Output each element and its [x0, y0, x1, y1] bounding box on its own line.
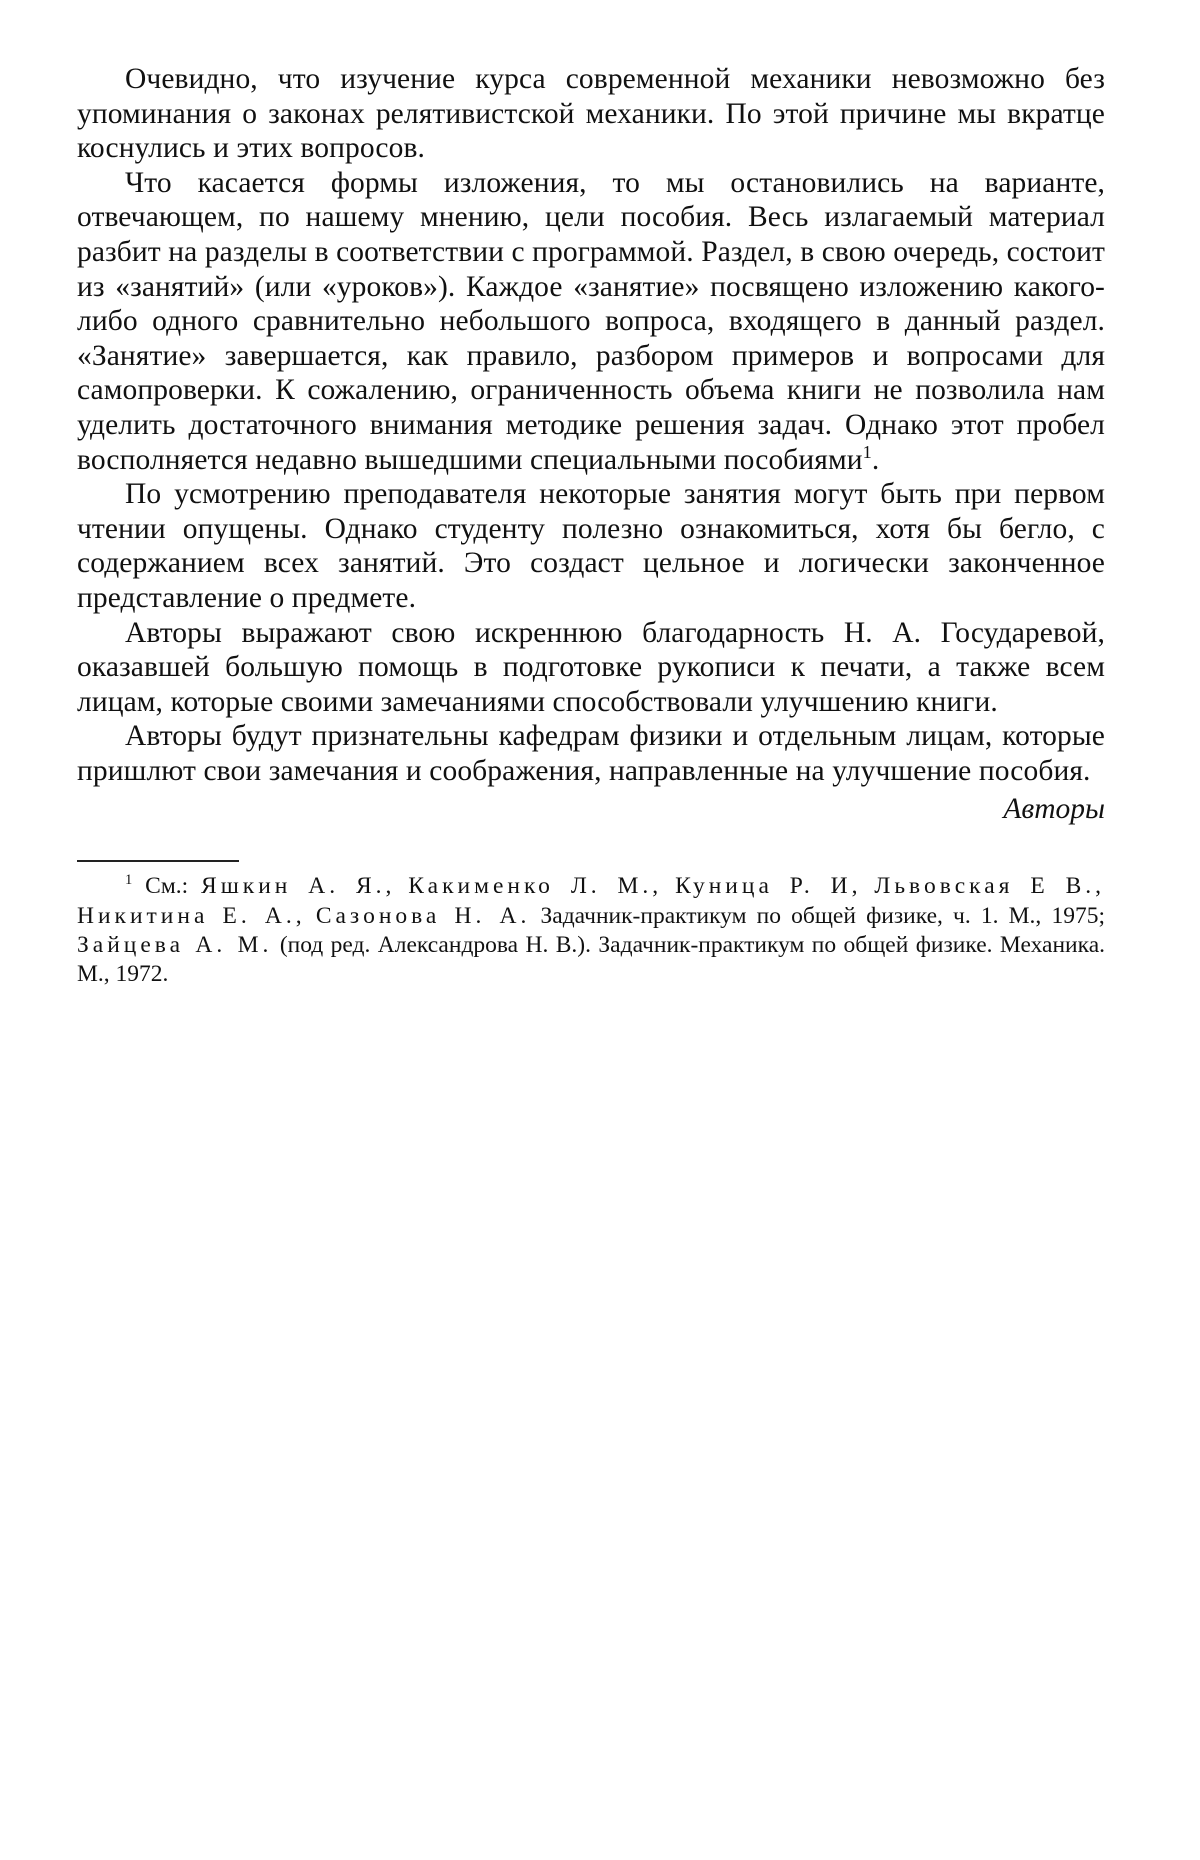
footnote-marker: 1 — [125, 872, 133, 889]
footnote-author: Зайцева А. М. — [77, 931, 273, 958]
preface-body — [77, 62, 1105, 788]
page — [77, 62, 1105, 989]
paragraph-2-end: . — [871, 443, 880, 476]
footnote-divider — [77, 860, 239, 862]
paragraph-2-text: Что касается формы изложения, то мы остановились на варианте, отвечающем, по нашему мнению, цели пособия. Весь излагаемый материал разбит на разделы в соответствии с программой. Раздел, в свою очередь, состоит из «занятий» (или «уроков»). Каждое «занятие» посвящено изложению какого-либо одного сравнительно небольшого вопроса, входящего в данный раздел. «Занятие» завершается, как правило, разбором примеров и вопросами для самопроверки. К сожалению, ограниченность объема книги не позволила нам уделить достаточного внимания методике решения задач. Однако этот пробел восполняется недавно вышедшими специальными пособиями — [77, 166, 1105, 476]
footnote-citation: (под ред. Александрова Н. В.). Задачник-практикум по общей физике. Механика. М., 1972. — [77, 931, 1106, 988]
footnote-see: См.: — [145, 873, 189, 900]
footnote-reference: 1 — [862, 441, 872, 462]
footnote-author: Сазонова Н. А. — [315, 902, 531, 929]
paragraph-1: Очевидно, что изучение курса современной механики невозможно без упоминания о законах релятивистской механики. По этой причине мы вкратце коснулись и этих вопросов. — [77, 63, 1105, 165]
paragraph-3: По усмотрению преподавателя некоторые занятия могут быть при первом чтении опущены. Однако студенту полезно ознакомиться, хотя бы бегло, с содержанием всех занятий. Это создаст цельное и логически законченное представление о предмете. — [77, 478, 1105, 614]
paragraph-4: Авторы выражают свою искреннюю благодарность Н. А. Государевой, оказавшей большую помощь в подготовке рукописи к печати, а также всем лицам, которые своими замечаниями способствовали улучшению книги. — [77, 616, 1105, 718]
footnote-author: Никитина Е. А., — [77, 902, 306, 929]
footnote-author: Львовская Е В., — [874, 873, 1105, 900]
footnote-citation: Задачник-практикум по общей физике, ч. 1. М., 1975; — [540, 902, 1105, 929]
paragraph-5: Авторы будут признательны кафедрам физики и отдельным лицам, которые пришлют свои замечания и соображения, направленные на улучшение пособия. — [77, 720, 1105, 787]
footnote-author: Куница Р. И, — [675, 873, 862, 900]
footnote — [77, 872, 1105, 989]
footnote-author: Какименко Л. М., — [408, 873, 663, 900]
signature: Авторы — [1003, 793, 1105, 826]
paragraph-2 — [77, 166, 1105, 477]
footnote-author: Яшкин А. Я., — [201, 873, 396, 900]
